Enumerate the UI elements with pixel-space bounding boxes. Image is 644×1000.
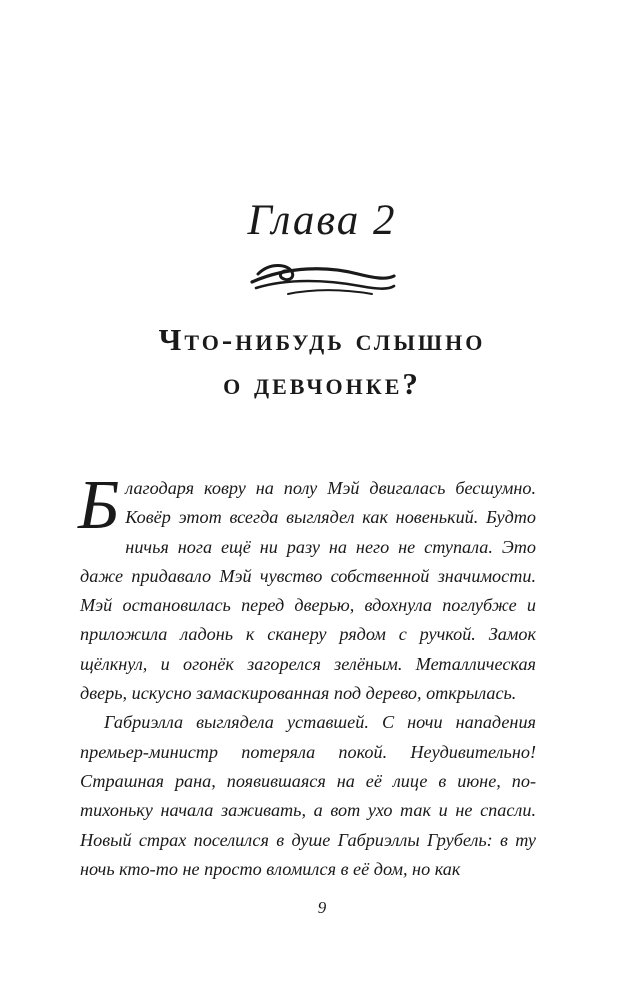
- paragraph-1-text: лагодаря ковру на полу Мэй двигалась бесшумно. Ковёр этот всегда выглядел как новенький. Будто ничья нога ещё ни разу на него не ступала. Это даже придавало Мэй чувство собственной значимости. Мэй остановилась перед дверью, вдохнула поглубже и приложила ладонь к сканеру рядом с ручкой. Замок щёлкнул, и огонёк загорелся зелёным. Металлическая дверь, искусно замаскированная под дерево, открылась.: [80, 478, 536, 704]
- chapter-title: [0, 318, 644, 406]
- paragraph-2: Габриэлла выглядела уставшей. С ночи нападения премьер-министр потеряла покой. Неудивительно! Страшная рана, появившаяся на её лице в июне, потихоньку начала заживать, а вот ухо так и не спасли. Новый страх поселился в душе Габриэллы Грубель: в ту ночь кто-то не просто вломился в её дом, но как: [80, 712, 536, 879]
- chapter-body-text: [78, 467, 536, 884]
- chapter-title-line-1: Что-нибудь слышно: [158, 322, 486, 357]
- paragraph-1: [78, 467, 536, 708]
- flourish-ornament-icon: [248, 258, 398, 300]
- drop-cap: Б: [78, 467, 120, 544]
- chapter-label: Глава 2: [247, 197, 397, 244]
- page-number: 9: [317, 898, 327, 917]
- chapter-title-line-2: о девчонке?: [223, 366, 421, 401]
